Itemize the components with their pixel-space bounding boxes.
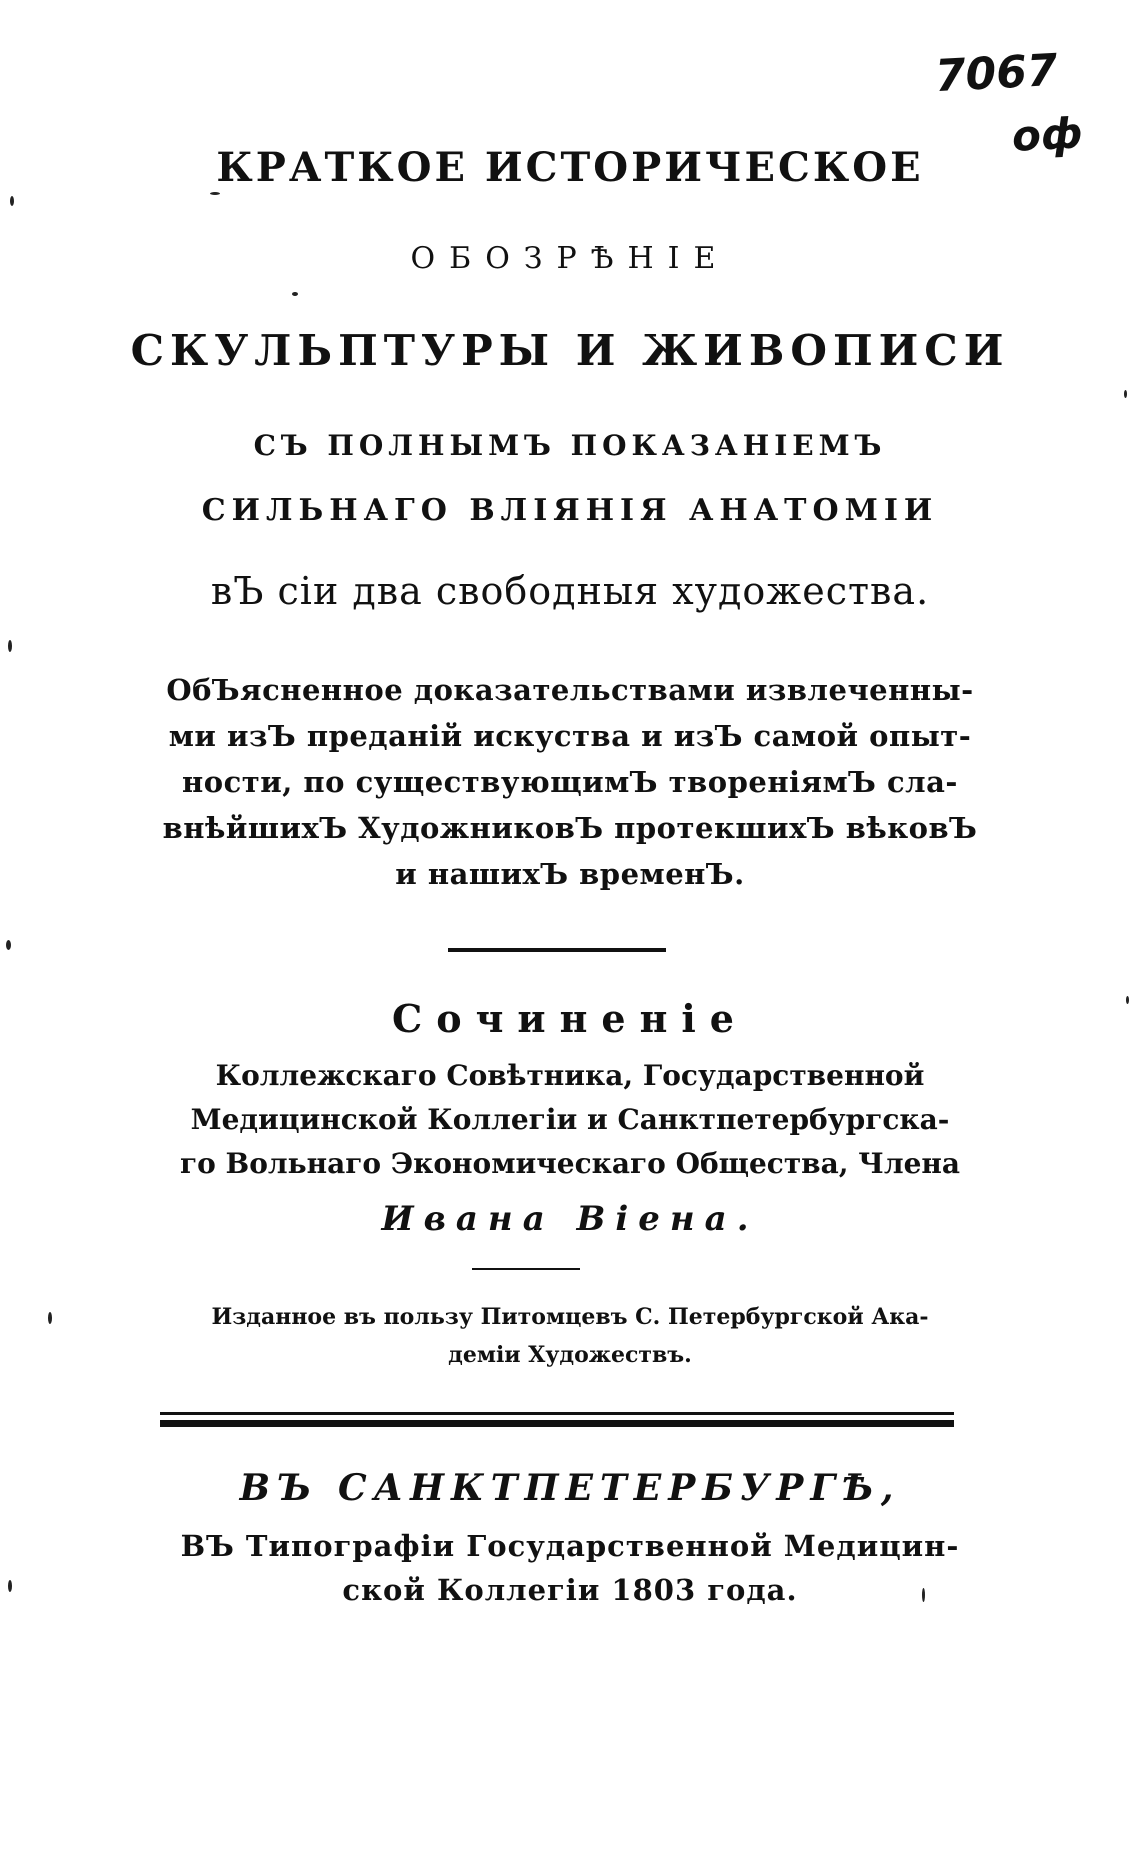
authorship-heading: Сочиненіе (391, 996, 748, 1041)
scan-speck (292, 292, 298, 296)
description-line-2: ми изЪ преданій искуства и изЪ самой опыт- (168, 719, 972, 753)
description-line-3: ности, по существующимЪ твореніямЪ сла- (182, 765, 958, 799)
scan-speck (8, 1580, 12, 1592)
scan-speck (10, 196, 14, 206)
authorship-line-3: го Вольнаго Экономическаго Общества, Члена (179, 1147, 961, 1180)
dedication-line-2: деміи Художествъ. (448, 1342, 692, 1368)
title-line-3: СКУЛЬПТУРЫ И ЖИВОПИСИ (130, 326, 1010, 375)
scan-speck (6, 940, 11, 950)
small-divider-rule (472, 1268, 580, 1270)
description-line-4: внѣйшихЪ ХудожниковЪ протекшихЪ вѣковЪ (162, 811, 978, 845)
title-line-2: ОБОЗРѢНІЕ (410, 241, 730, 276)
scan-speck (210, 192, 220, 195)
title-line-4: СЪ ПОЛНЫМЪ ПОКАЗАНІЕМЪ (253, 429, 887, 462)
authorship-line-1: Коллежскаго Совѣтника, Государственной (215, 1059, 925, 1092)
imprint-line-2: ской Коллегіи 1803 года. (342, 1573, 798, 1607)
scan-speck (8, 640, 12, 652)
scan-speck (48, 1312, 52, 1324)
scan-speck (1126, 996, 1129, 1004)
description-line-1: ОбЪясненное доказательствами извлеченны- (166, 673, 974, 707)
dedication-line-1: Изданное въ пользу Питомцевъ С. Петербургской Ака- (211, 1304, 929, 1330)
handwritten-shelf-number: 7067 (933, 44, 1059, 103)
author-name: Ивана Віена. (381, 1199, 759, 1239)
imprint-line-1: ВЪ Типографіи Государственной Медицин- (180, 1529, 960, 1563)
imprint-city: ВЪ САНКТПЕТЕРБУРГѢ, (239, 1467, 901, 1509)
title-line-1: КРАТКОЕ ИСТОРИЧЕСКОЕ (216, 144, 924, 191)
title-line-5: СИЛЬНАГО ВЛІЯНІЯ АНАТОМІИ (201, 493, 939, 528)
authorship-line-2: Медицинской Коллегіи и Санктпетербургска- (190, 1103, 950, 1136)
short-divider-rule (448, 948, 666, 952)
title-line-6: вЪ сіи два свободныя художества. (210, 569, 930, 613)
handwritten-shelf-suffix: оф (1010, 108, 1084, 161)
double-rule-bottom (160, 1420, 954, 1427)
scan-speck (1124, 390, 1127, 398)
description-line-5: и нашихЪ временЪ. (395, 857, 745, 891)
scan-speck (922, 1588, 925, 1602)
double-rule-top (160, 1412, 954, 1415)
